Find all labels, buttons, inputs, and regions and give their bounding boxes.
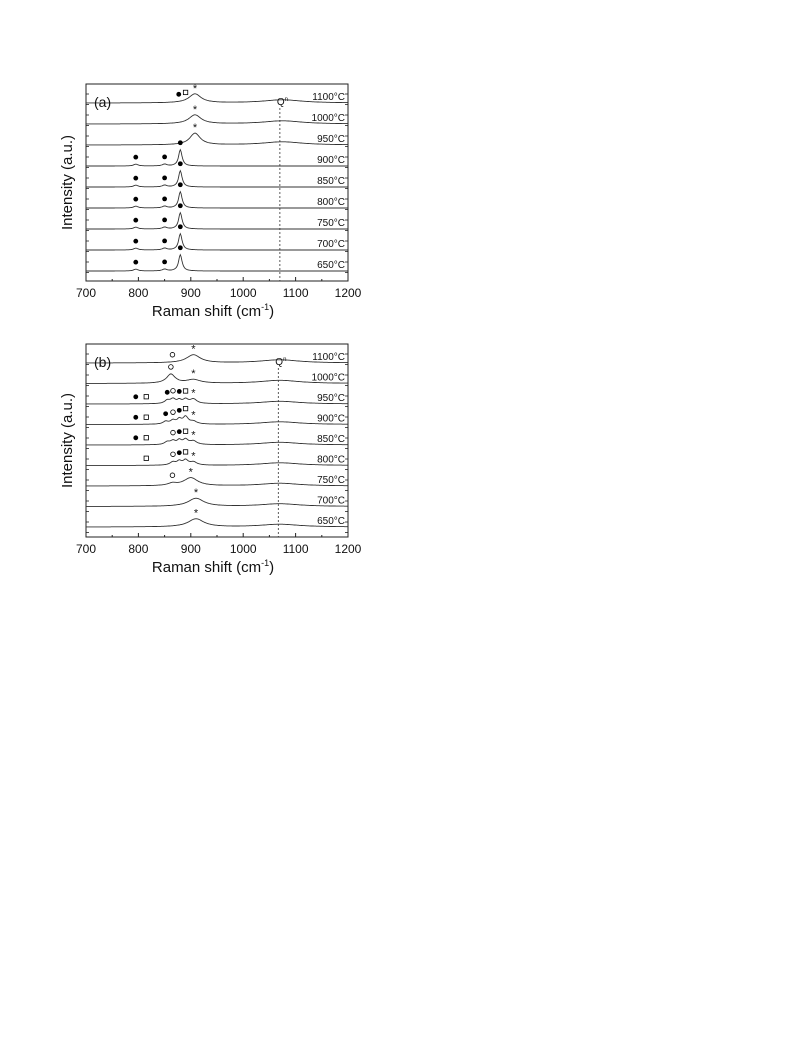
panel-b [59, 344, 362, 576]
open-square-marker [144, 456, 148, 460]
open-circle-marker [171, 410, 176, 415]
filled-circle-marker [133, 435, 138, 440]
plot-frame-b [86, 344, 348, 537]
x-tick-label: 1200 [334, 542, 362, 556]
spectrum-line [86, 495, 348, 507]
x-tick-label: 800 [128, 286, 149, 300]
open-square-marker [183, 450, 187, 454]
spectrum-line [86, 213, 348, 229]
y-axis-label-b: Intensity (a.u.) [59, 392, 76, 489]
peak-markers-b [133, 344, 199, 520]
x-tick-label: 1000 [229, 286, 257, 300]
series-label: 800°C [317, 454, 345, 466]
x-tick-label: 900 [180, 286, 201, 300]
spectrum-line [86, 94, 348, 103]
spectrum-line [86, 192, 348, 208]
x-tick-label: 700 [75, 286, 97, 300]
open-square-marker [183, 429, 187, 433]
spectrum-line [86, 459, 348, 465]
star-marker: * [193, 507, 199, 520]
y-axis-label-a: Intensity (a.u.) [59, 134, 76, 231]
series-label: 650°C [317, 516, 345, 527]
filled-circle-marker [133, 176, 138, 181]
open-square-marker [144, 436, 148, 440]
series-label: 950°C [317, 393, 345, 404]
x-tick-label: 900 [180, 542, 201, 556]
filled-circle-marker [178, 140, 183, 145]
series-label: 900°C [317, 413, 345, 425]
filled-circle-marker [165, 390, 170, 395]
spectrum-line [86, 355, 348, 363]
filled-circle-marker [177, 429, 182, 434]
series-label: 750°C [317, 218, 345, 229]
series-label: 850°C [317, 434, 345, 445]
spectrum-line [86, 171, 348, 187]
series-label: 1000°C [311, 372, 345, 384]
panel-label-a: (a) [94, 94, 112, 110]
series-label: 950°C [317, 134, 345, 145]
spectra-b [86, 355, 348, 527]
star-marker: * [192, 122, 198, 135]
open-square-marker [183, 90, 187, 94]
spectra-a [86, 94, 348, 271]
spectrum-line [86, 438, 348, 445]
qn-label-a: $Q^n$ [276, 97, 289, 108]
filled-circle-marker [133, 394, 138, 399]
series-label: 1000°C [311, 113, 345, 124]
plot-frame-a [86, 84, 348, 281]
filled-circle-marker [178, 161, 183, 166]
filled-circle-marker [162, 260, 167, 265]
panel-a [59, 83, 362, 320]
filled-circle-marker [178, 182, 183, 187]
filled-circle-marker [162, 155, 167, 160]
series-label: 650°C [317, 260, 345, 271]
filled-circle-marker [133, 155, 138, 160]
spectrum-line [86, 115, 348, 124]
open-square-marker [144, 395, 148, 399]
x-tick-label: 1100 [282, 542, 309, 556]
series-label: 700°C [317, 239, 345, 250]
filled-circle-marker [162, 176, 167, 181]
spectrum-line [86, 519, 348, 527]
open-square-marker [144, 415, 148, 419]
x-axis-label-a: Raman shift $(cm^{-1})$ [151, 302, 275, 320]
filled-circle-marker [162, 218, 167, 223]
star-marker: * [191, 368, 196, 381]
panel-label-b: (b) [94, 354, 112, 370]
filled-circle-marker [133, 415, 138, 420]
star-marker: * [191, 450, 196, 463]
series-labels-b [312, 352, 345, 527]
qn-label-b: $Q^n$ [275, 357, 287, 368]
open-circle-marker [169, 365, 174, 370]
spectrum-line [86, 478, 348, 486]
star-marker: * [191, 387, 196, 400]
x-tick-label: 700 [75, 542, 97, 556]
series-label: 850°C [317, 176, 345, 187]
star-marker: * [191, 409, 196, 422]
filled-circle-marker [177, 408, 182, 413]
spectrum-line [86, 133, 348, 145]
star-marker: * [192, 82, 198, 95]
series-label: 1100°C [312, 352, 345, 363]
filled-circle-marker [178, 245, 183, 250]
filled-circle-marker [176, 92, 181, 97]
filled-circle-marker [162, 239, 167, 244]
peak-markers-a [133, 83, 197, 265]
filled-circle-marker [178, 203, 183, 208]
spectrum-line [86, 413, 348, 425]
star-marker: * [193, 487, 199, 500]
filled-circle-marker [133, 218, 138, 223]
filled-circle-marker [133, 197, 138, 202]
spectrum-line [86, 234, 348, 250]
series-label: 900°C [317, 155, 345, 166]
open-circle-marker [171, 388, 176, 393]
x-tick-label: 1100 [282, 286, 309, 300]
filled-circle-marker [133, 260, 138, 265]
star-marker: * [188, 466, 193, 479]
spectrum-line [86, 255, 348, 271]
series-labels-a [312, 92, 345, 271]
series-label: 750°C [317, 475, 345, 486]
x-tick-label: 1200 [334, 286, 362, 300]
series-label: 1100°C [312, 92, 345, 103]
filled-circle-marker [178, 224, 183, 229]
open-square-marker [183, 389, 187, 393]
x-axis-label-b: Raman shift $(cm^{-1})$ [151, 558, 275, 576]
star-marker: * [191, 343, 196, 356]
filled-circle-marker [177, 450, 182, 455]
series-label: 700°C [317, 495, 345, 507]
filled-circle-marker [133, 239, 138, 244]
spectrum-line [86, 398, 348, 404]
x-tick-label: 800 [128, 542, 149, 556]
filled-circle-marker [177, 389, 182, 394]
star-marker: * [192, 103, 198, 116]
filled-circle-marker [163, 411, 168, 416]
open-circle-marker [170, 473, 175, 478]
x-tick-label: 1000 [229, 542, 257, 556]
series-label: 800°C [317, 197, 345, 208]
open-circle-marker [171, 430, 176, 435]
spectrum-line [86, 374, 348, 384]
open-circle-marker [171, 452, 176, 457]
open-square-marker [183, 406, 187, 410]
open-circle-marker [170, 352, 175, 357]
spectrum-line [86, 150, 348, 166]
filled-circle-marker [162, 197, 167, 202]
star-marker: * [191, 429, 196, 442]
